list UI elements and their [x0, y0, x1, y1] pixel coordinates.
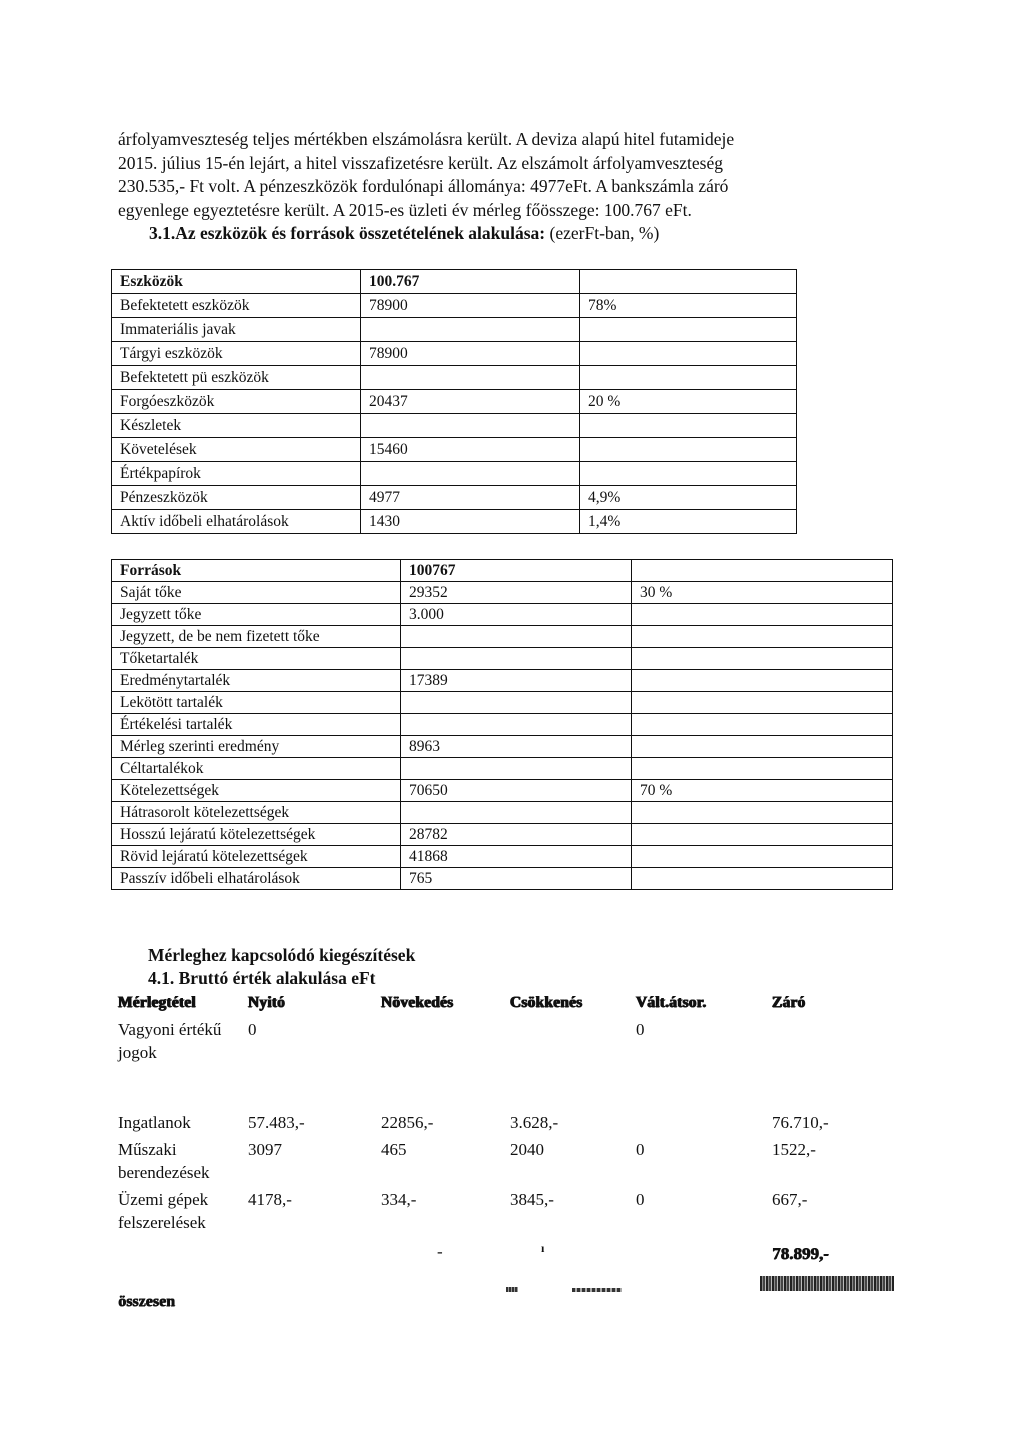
- section-heading-unit: (ezerFt-ban, %): [545, 223, 660, 243]
- row-item: Műszaki berendezések: [118, 1140, 210, 1182]
- table-cell: [632, 868, 893, 890]
- table-row: [112, 758, 893, 780]
- row-opening: 57.483,-: [248, 1113, 305, 1132]
- column-header: Vált.átsor.: [636, 994, 707, 1011]
- table-cell: [361, 462, 580, 486]
- table-cell: Követelések: [112, 438, 361, 462]
- total-increase-mark: -: [437, 1242, 443, 1261]
- column-header: Mérlegtétel: [118, 994, 196, 1011]
- table-cell: [361, 414, 580, 438]
- table-cell: [580, 270, 797, 294]
- table-cell: 17389: [401, 670, 632, 692]
- table-cell: 70650: [401, 780, 632, 802]
- table-cell: [580, 342, 797, 366]
- table-row: [112, 714, 893, 736]
- table-row: [112, 626, 893, 648]
- table-cell: Hosszú lejáratú kötelezettségek: [112, 824, 401, 846]
- assets-table: [111, 269, 797, 534]
- row-increase: 334,-: [381, 1190, 417, 1209]
- table-cell: 28782: [401, 824, 632, 846]
- supplement-subtitle: 4.1. Bruttó érték alakulása eFt: [148, 968, 376, 988]
- table-row: [112, 366, 797, 390]
- table-cell: [401, 648, 632, 670]
- table-cell: [580, 318, 797, 342]
- table-cell: Jegyzett tőke: [112, 604, 401, 626]
- section-heading: [149, 222, 659, 244]
- table-row: [112, 846, 893, 868]
- table-cell: [632, 824, 893, 846]
- row-item: Ingatlanok: [118, 1113, 191, 1132]
- table-cell: 8963: [401, 736, 632, 758]
- total-decrease-mark: ı: [541, 1241, 545, 1255]
- table-cell: [632, 736, 893, 758]
- paragraph-line: árfolyamveszteség teljes mértékben elszámolásra került. A deviza alapú hitel futamideje: [118, 129, 735, 149]
- table-row: [112, 294, 797, 318]
- table-row: [112, 342, 797, 366]
- table-row: [112, 582, 893, 604]
- table-row: [112, 780, 893, 802]
- table-cell: 4977: [361, 486, 580, 510]
- table-cell: Befektetett eszközök: [112, 294, 361, 318]
- row-decrease: 3845,-: [510, 1190, 554, 1209]
- scan-noise: [572, 1288, 622, 1292]
- table-header-row: [112, 560, 893, 582]
- table-cell: Értékelési tartalék: [112, 714, 401, 736]
- table-cell: Eredménytartalék: [112, 670, 401, 692]
- table-row: [112, 868, 893, 890]
- table-cell: Jegyzett, de be nem fizetett tőke: [112, 626, 401, 648]
- paragraph-line: 230.535,- Ft volt. A pénzeszközök fordulónapi állománya: 4977eFt. A bankszámla záró: [118, 176, 729, 196]
- table-cell: 15460: [361, 438, 580, 462]
- table-row: [112, 692, 893, 714]
- table-cell: [632, 846, 893, 868]
- table-cell: [580, 366, 797, 390]
- table-cell: [580, 438, 797, 462]
- row-opening: 4178,-: [248, 1190, 292, 1209]
- table-cell: Céltartalékok: [112, 758, 401, 780]
- table-cell: Források: [112, 560, 401, 582]
- total-label: összesen: [118, 1293, 175, 1310]
- table-cell: 41868: [401, 846, 632, 868]
- row-closing: 76.710,-: [772, 1113, 829, 1132]
- table-cell: [632, 604, 893, 626]
- table-cell: [632, 802, 893, 824]
- table-cell: 1,4%: [580, 510, 797, 534]
- table-cell: [401, 758, 632, 780]
- table-cell: 765: [401, 868, 632, 890]
- row-item: Vagyoni értékű jogok: [118, 1020, 222, 1062]
- row-reclass: 0: [636, 1020, 645, 1039]
- intro-paragraph: [118, 128, 908, 222]
- table-cell: Eszközök: [112, 270, 361, 294]
- table-cell: [580, 414, 797, 438]
- paragraph-line: egyenlege egyeztetésre került. A 2015-es üzleti év mérleg főösszege: 100.767 eFt.: [118, 199, 692, 220]
- table-cell: Hátrasorolt kötelezettségek: [112, 802, 401, 824]
- row-item: Üzemi gépek felszerelések: [118, 1190, 209, 1232]
- table-row: [112, 486, 797, 510]
- row-decrease: 2040: [510, 1140, 544, 1159]
- row-increase: 22856,-: [381, 1113, 434, 1132]
- table-cell: 78900: [361, 342, 580, 366]
- table-cell: [632, 714, 893, 736]
- table-cell: Aktív időbeli elhatárolások: [112, 510, 361, 534]
- column-header: Záró: [772, 994, 806, 1011]
- scan-noise: [760, 1276, 894, 1291]
- column-header: Nyitó: [248, 994, 286, 1011]
- row-opening: 3097: [248, 1140, 282, 1159]
- total-closing: 78.899,-: [772, 1244, 829, 1263]
- table-cell: [401, 626, 632, 648]
- table-row: [112, 736, 893, 758]
- row-increase: 465: [381, 1140, 407, 1159]
- table-cell: [361, 366, 580, 390]
- table-cell: [632, 692, 893, 714]
- table-cell: 29352: [401, 582, 632, 604]
- table-row: [112, 670, 893, 692]
- table-cell: Értékpapírok: [112, 462, 361, 486]
- table-cell: 100767: [401, 560, 632, 582]
- table-row: [112, 438, 797, 462]
- table-cell: Lekötött tartalék: [112, 692, 401, 714]
- table-cell: [632, 560, 893, 582]
- table-cell: 20437: [361, 390, 580, 414]
- table-row: [112, 648, 893, 670]
- table-cell: Immateriális javak: [112, 318, 361, 342]
- table-cell: 70 %: [632, 780, 893, 802]
- table-cell: 20 %: [580, 390, 797, 414]
- table-cell: 100.767: [361, 270, 580, 294]
- row-closing: 1522,-: [772, 1140, 816, 1159]
- scan-noise: [506, 1287, 518, 1292]
- table-cell: [580, 462, 797, 486]
- table-cell: 78%: [580, 294, 797, 318]
- table-cell: [632, 758, 893, 780]
- table-row: [112, 604, 893, 626]
- table-cell: 78900: [361, 294, 580, 318]
- table-row: [112, 462, 797, 486]
- table-cell: Mérleg szerinti eredmény: [112, 736, 401, 758]
- section-heading-bold: 3.1.Az eszközök és források összetételének alakulása:: [149, 223, 546, 243]
- table-cell: [401, 802, 632, 824]
- row-reclass: 0: [636, 1140, 645, 1159]
- table-cell: [632, 670, 893, 692]
- table-cell: [401, 692, 632, 714]
- table-cell: 4,9%: [580, 486, 797, 510]
- table-cell: [401, 714, 632, 736]
- row-reclass: 0: [636, 1190, 645, 1209]
- table-cell: Befektetett pü eszközök: [112, 366, 361, 390]
- paragraph-line: 2015. július 15-én lejárt, a hitel visszafizetésre került. Az elszámolt árfolyamveszteség: [118, 152, 723, 173]
- table-cell: 1430: [361, 510, 580, 534]
- table-cell: Rövid lejáratú kötelezettségek: [112, 846, 401, 868]
- table-row: [112, 510, 797, 534]
- table-cell: Tőketartalék: [112, 648, 401, 670]
- table-cell: [632, 626, 893, 648]
- row-decrease: 3.628,-: [510, 1113, 559, 1132]
- table-row: [112, 802, 893, 824]
- table-cell: [361, 318, 580, 342]
- table-cell: Pénzeszközök: [112, 486, 361, 510]
- supplement-title: Mérleghez kapcsolódó kiegészítések: [148, 945, 416, 965]
- table-cell: Saját tőke: [112, 582, 401, 604]
- table-cell: Kötelezettségek: [112, 780, 401, 802]
- table-header-row: [112, 270, 797, 294]
- table-row: [112, 824, 893, 846]
- row-closing: 667,-: [772, 1190, 808, 1209]
- row-opening: 0: [248, 1020, 257, 1039]
- column-header: Növekedés: [381, 994, 454, 1011]
- table-row: [112, 318, 797, 342]
- column-header: Csökkenés: [510, 994, 583, 1011]
- table-row: [112, 390, 797, 414]
- table-cell: Forgóeszközök: [112, 390, 361, 414]
- sources-table: [111, 559, 893, 890]
- table-cell: Készletek: [112, 414, 361, 438]
- table-cell: [632, 648, 893, 670]
- table-cell: 3.000: [401, 604, 632, 626]
- table-cell: Tárgyi eszközök: [112, 342, 361, 366]
- table-row: [112, 414, 797, 438]
- table-cell: Passzív időbeli elhatárolások: [112, 868, 401, 890]
- table-cell: 30 %: [632, 582, 893, 604]
- supplement-heading: [148, 944, 415, 990]
